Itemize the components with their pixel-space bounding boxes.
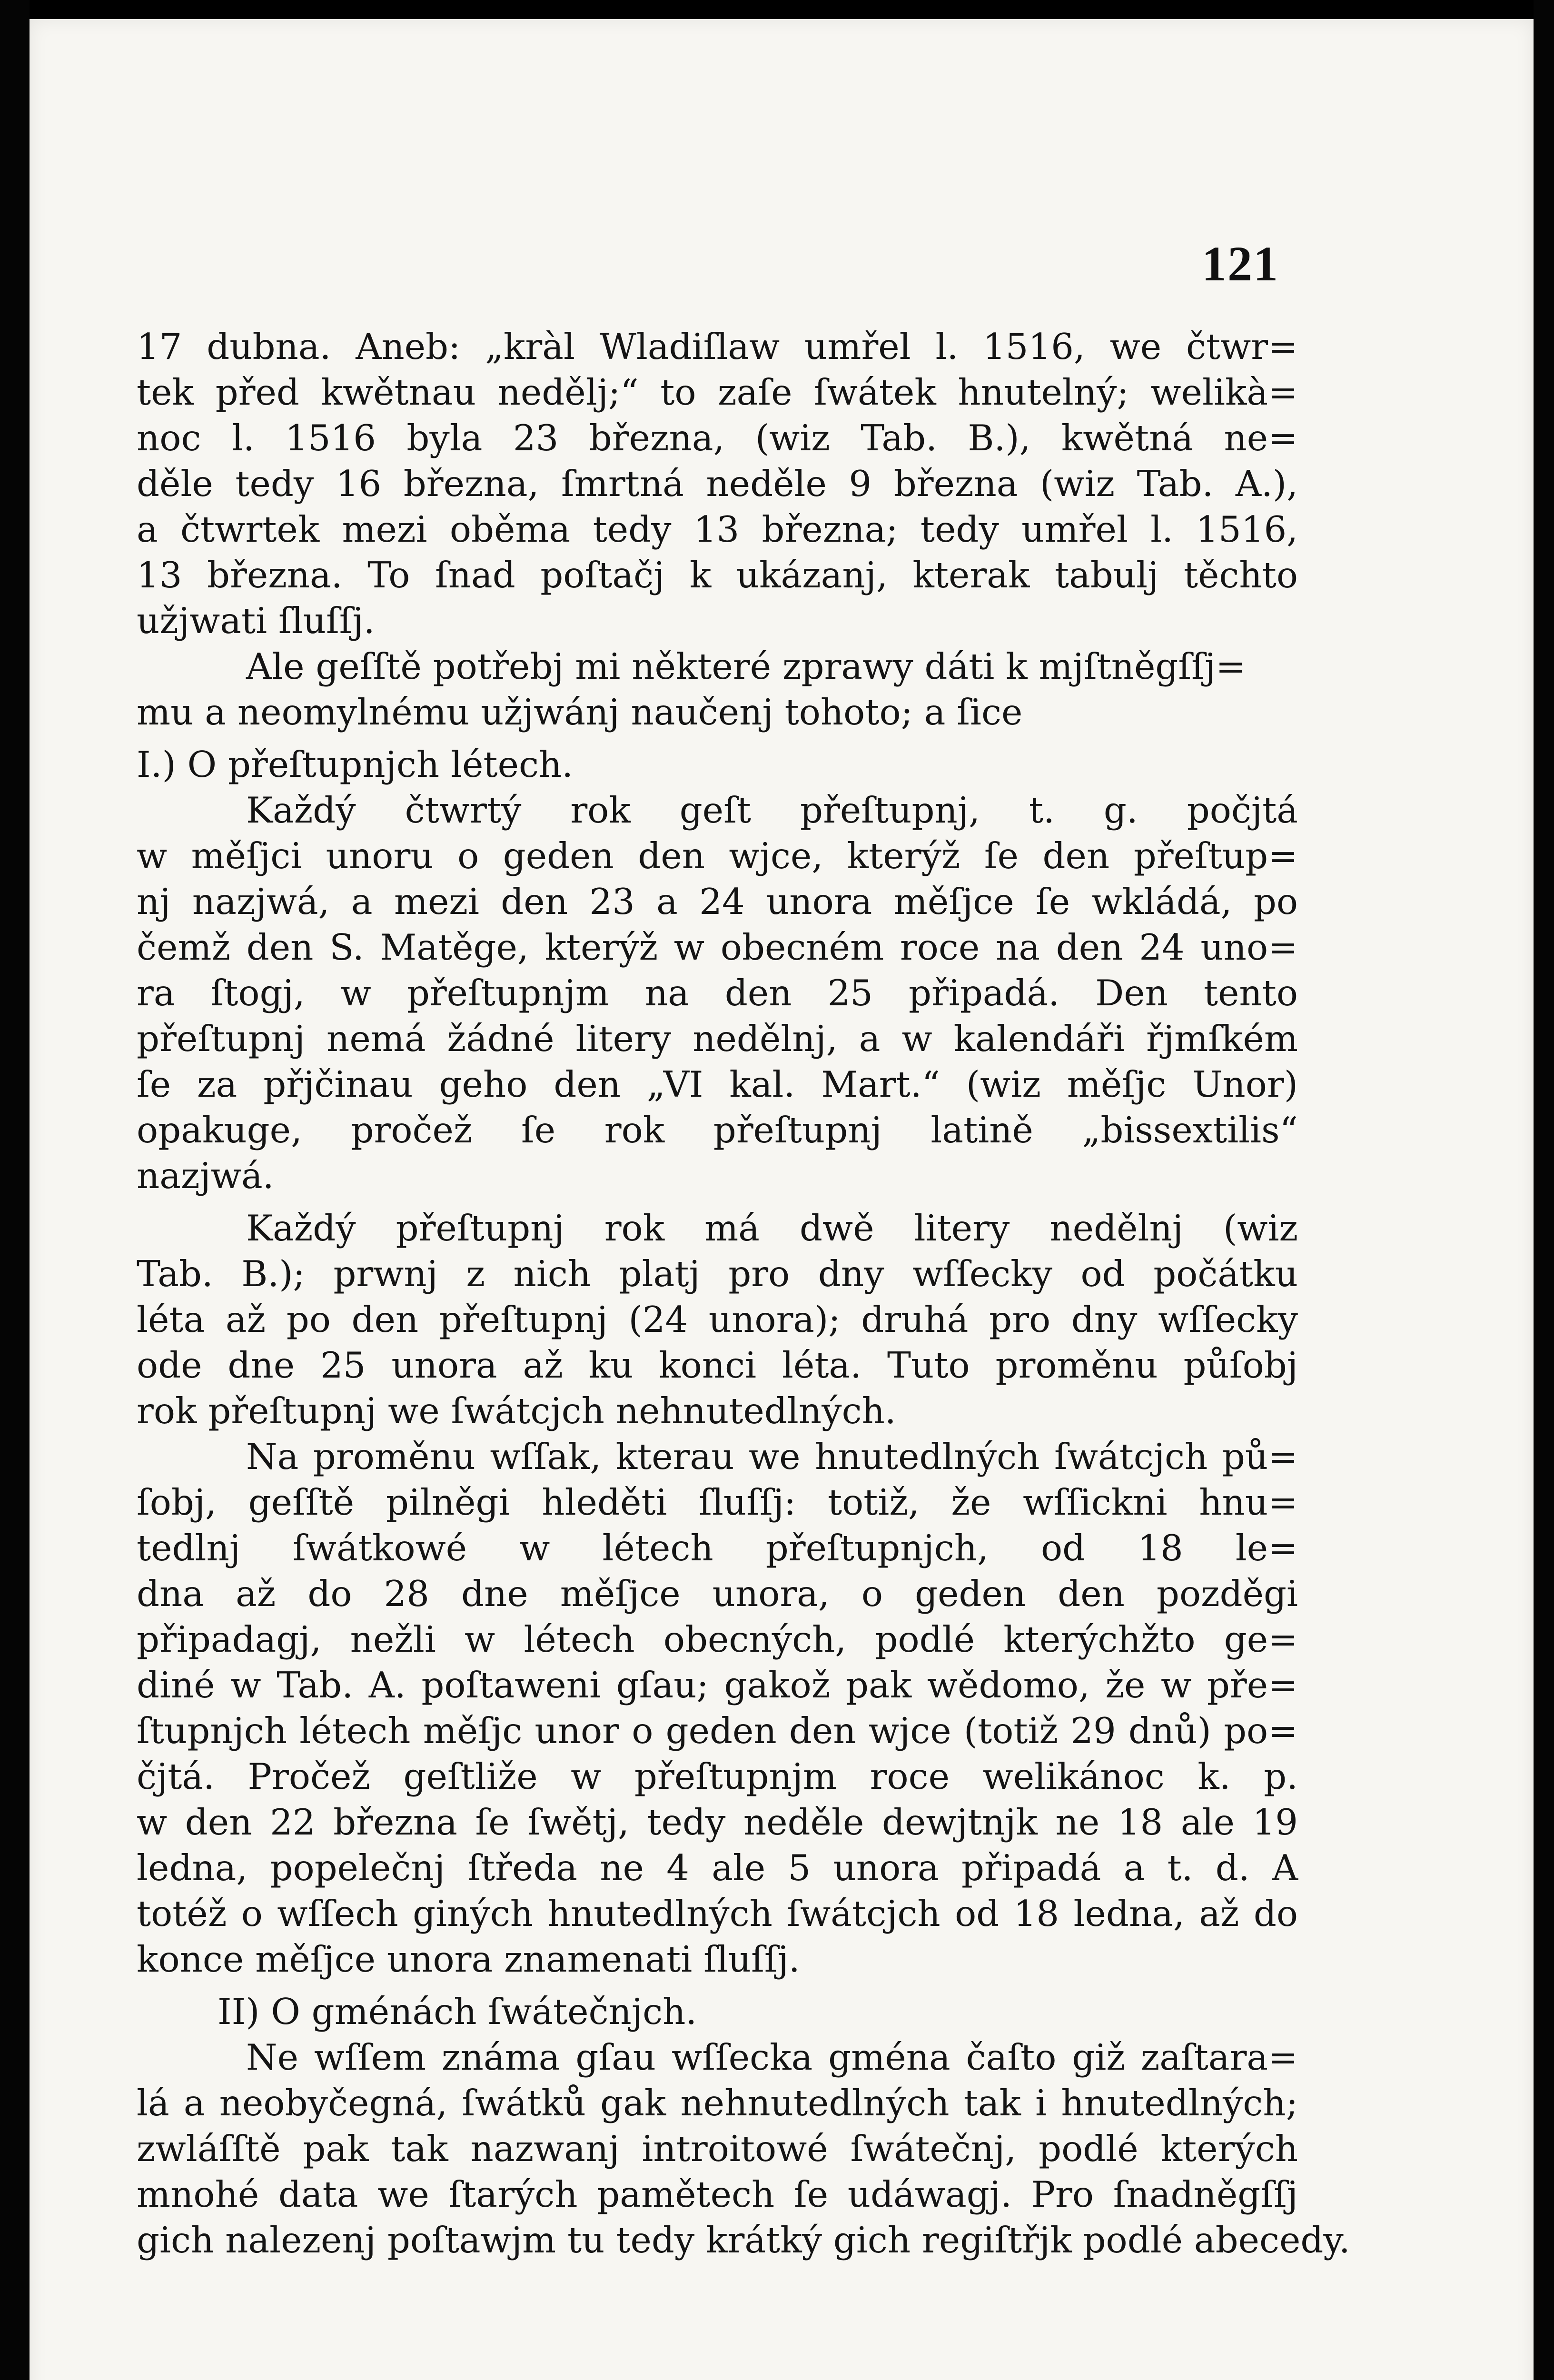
text-line: rok přeſtupnj we ſwátcjch nehnutedlných. [137, 1390, 896, 1432]
text-line: nj nazjwá, a mezi den 23 a 24 unora měſjce ſe wkládá, po [137, 881, 1298, 922]
section-heading: II) O gménách ſwátečnjch. [218, 1991, 697, 2033]
page-number: 121 [1202, 237, 1279, 291]
text-line: 13 března. To ſnad poſtačj k ukázanj, kterak tabulj těchto [137, 554, 1298, 596]
text-line: dna až do 28 dne měſjce unora, o geden den pozděgi [137, 1573, 1298, 1615]
text-line: tedlnj ſwátkowé w létech přeſtupnjch, od 18 le= [137, 1527, 1298, 1569]
text-line: mnohé data we ſtarých pamětech ſe udáwagj. Pro ſnadněgſſj [137, 2173, 1298, 2215]
text-line: Na proměnu wſſak, kterau we hnutedlných ſwátcjch pů= [246, 1436, 1298, 1478]
text-line: w den 22 března ſe ſwětj, tedy neděle dewjtnjk ne 18 ale 19 [137, 1801, 1298, 1843]
text-line: opakuge, pročež ſe rok přeſtupnj latině „bissextilis“ [137, 1109, 1298, 1151]
text-line: užjwati ſluſſj. [137, 600, 375, 642]
section-heading: I.) O přeſtupnjch létech. [137, 744, 574, 785]
text-line: Každý přeſtupnj rok má dwě litery nedělnj (wiz [246, 1207, 1298, 1249]
text-line: ſobj, geſſtě pilněgi hleděti ſluſſj: totiž, že wſſickni hnu= [137, 1481, 1298, 1523]
text-line: Tab. B.); prwnj z nich platj pro dny wſſecky od počátku [137, 1253, 1298, 1295]
text-line: lá a neobyčegná, ſwátků gak nehnutedlných tak i hnutedlných; [137, 2082, 1298, 2124]
text-line: ledna, popelečnj ſtředa ne 4 ale 5 unora připadá a t. d. A [137, 1847, 1298, 1889]
text-line: ſe za přjčinau geho den „VI kal. Mart.“ (wiz měſjc Unor) [137, 1063, 1298, 1105]
text-line: mu a neomylnému užjwánj naučenj tohoto; a ſice [137, 691, 1023, 733]
scan-edge-left [0, 0, 30, 2380]
text-line: gich nalezenj poſtawjm tu tedy krátký gich regiſtřjk podlé abecedy. [137, 2219, 1350, 2261]
text-line: konce měſjce unora znamenati ſluſſj. [137, 1938, 800, 1980]
text-line: w měſjci unoru o geden den wjce, kterýž ſe den přeſtup= [137, 835, 1298, 877]
text-line: léta až po den přeſtupnj (24 unora); druhá pro dny wſſecky [137, 1299, 1298, 1340]
text-line: nazjwá. [137, 1155, 274, 1197]
text-line: 17 dubna. Aneb: „kràl Wladiſlaw umřel l. 1516, we čtwr= [137, 326, 1298, 367]
text-line: totéž o wſſech giných hnutedlných ſwátcjch od 18 ledna, až do [137, 1893, 1298, 1934]
text-line: ſtupnjch létech měſjc unor o geden den wjce (totiž 29 dnů) po= [137, 1710, 1298, 1752]
text-line: přeſtupnj nemá žádné litery nedělnj, a w kalendáři řjmſkém [137, 1018, 1298, 1060]
text-line: tek před kwětnau nedělj;“ to zaſe ſwátek hnutelný; welikà= [137, 371, 1298, 413]
text-line: ode dne 25 unora až ku konci léta. Tuto proměnu půſobj [137, 1344, 1298, 1386]
text-line: diné w Tab. A. poſtaweni gſau; gakož pak wědomo, že w pře= [137, 1664, 1298, 1706]
text-line: čjtá. Pročež geſtliže w přeſtupnjm roce welikánoc k. p. [137, 1755, 1298, 1797]
text-line: noc l. 1516 byla 23 března, (wiz Tab. B.), kwětná ne= [137, 417, 1298, 459]
text-line: připadagj, nežli w létech obecných, podlé kterýchžto ge= [137, 1618, 1298, 1660]
text-line: ra ſtogj, w přeſtupnjm na den 25 připadá. Den tento [137, 972, 1298, 1014]
body-text [137, 324, 1350, 2263]
scan-edge-right [1534, 0, 1554, 2380]
book-page [30, 19, 1534, 2380]
text-line: Ne wſſem známa gſau wſſecka gména čaſto giž zaſtara= [246, 2036, 1298, 2078]
text-line: Ale geſſtě potřebj mi některé zprawy dáti k mjſtněgſſj= [246, 645, 1246, 687]
text-line: Každý čtwrtý rok geſt přeſtupnj, t. g. počjtá [246, 789, 1298, 831]
text-line: děle tedy 16 března, ſmrtná neděle 9 března (wiz Tab. A.), [137, 463, 1298, 505]
text-line: zwláſſtě pak tak nazwanj introitowé ſwátečnj, podlé kterých [137, 2128, 1298, 2170]
text-line: a čtwrtek mezi oběma tedy 13 března; tedy umřel l. 1516, [137, 508, 1298, 550]
text-line: čemž den S. Matěge, kterýž w obecném roce na den 24 uno= [137, 926, 1298, 968]
